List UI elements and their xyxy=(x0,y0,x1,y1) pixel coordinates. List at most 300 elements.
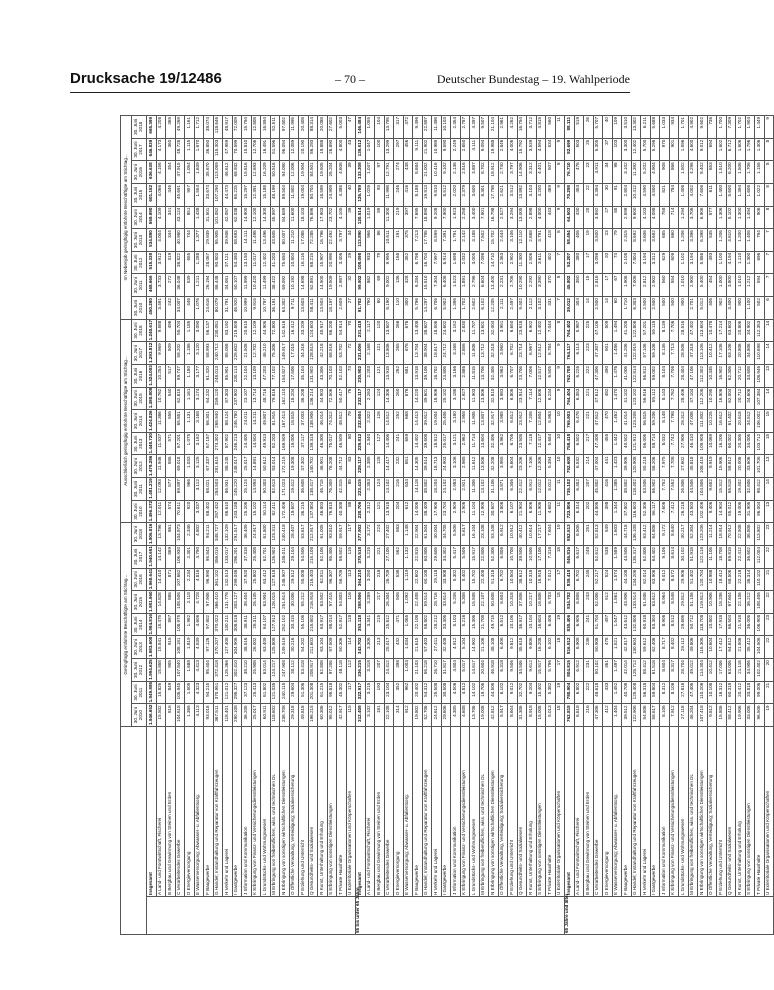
table-cell: 124.603 xyxy=(308,319,318,342)
table-cell: 5.917 xyxy=(498,704,508,727)
table-cell: 303.127 xyxy=(232,591,242,614)
table-cell: 12.006 xyxy=(289,161,299,184)
table-cell: 23.912 xyxy=(517,410,527,433)
table-cell: 246.780 xyxy=(232,410,242,433)
table-cell: 13.806 xyxy=(479,387,489,410)
table-cell: 58.993 xyxy=(204,342,214,365)
table-cell: 108.506 xyxy=(175,591,185,614)
table-cell: 2.363 xyxy=(498,251,508,274)
table-cell: 1.904 xyxy=(745,116,755,139)
table-cell: 51.306 xyxy=(299,681,309,704)
table-cell: 22 xyxy=(764,546,774,569)
table-cell: 202 xyxy=(584,500,594,523)
table-cell: 287.432 xyxy=(213,500,223,523)
table-row xyxy=(603,116,613,935)
table-cell: 15.541 xyxy=(156,636,166,659)
table-cell: 341 xyxy=(166,206,176,229)
table-cell: 104.618 xyxy=(175,704,185,727)
table-cell: 1.212 xyxy=(745,274,755,297)
table-cell: 1.497 xyxy=(612,659,622,682)
table-cell: 7.106 xyxy=(527,455,537,478)
table-cell: 13 xyxy=(764,500,774,523)
table-cell: 8 xyxy=(555,319,565,342)
table-cell: 2.961 xyxy=(498,116,508,139)
table-cell: 13.706 xyxy=(479,365,489,388)
table-cell: 46.901 xyxy=(318,455,328,478)
table-cell: 866 xyxy=(669,161,679,184)
table-cell: 612 xyxy=(403,500,413,523)
table-cell: 101.706 xyxy=(755,455,765,478)
table-cell: 47.307 xyxy=(593,342,603,365)
table-cell: 112.206 xyxy=(698,387,708,410)
table-cell: 1.424.826 xyxy=(147,410,157,433)
age-group-label xyxy=(147,897,356,935)
table-row xyxy=(698,116,708,935)
table-cell: 110 xyxy=(394,297,404,320)
table-cell: 5.103 xyxy=(451,613,461,636)
row-label: L Grundstücks- und Wohnungswesen xyxy=(261,727,271,897)
table-cell: 99.006 xyxy=(755,681,765,704)
date-header: 30. Juni 2015 xyxy=(132,184,147,207)
table-cell: 10 xyxy=(555,410,565,433)
table-cell: 1.596 xyxy=(679,138,689,161)
table-cell: 7.006 xyxy=(631,274,641,297)
table-cell: 23 xyxy=(584,161,594,184)
table-cell: 8.402 xyxy=(698,161,708,184)
table-cell: 18 xyxy=(555,704,565,727)
table-cell: 3.797 xyxy=(337,229,347,252)
row-label: H Verkehr und Lagerei xyxy=(223,727,233,897)
table-cell: 1.606 xyxy=(745,184,755,207)
table-cell: 36.608 xyxy=(299,478,309,501)
table-cell: 28.312 xyxy=(679,410,689,433)
table-cell: 39.906 xyxy=(622,455,632,478)
table-cell: 57.106 xyxy=(641,342,651,365)
table-cell: 5.305 xyxy=(593,138,603,161)
row-label: F Baugewerbe xyxy=(204,727,214,897)
table-cell: 21.002 xyxy=(422,161,432,184)
table-cell: 45.691 xyxy=(175,184,185,207)
table-cell: 18.713 xyxy=(432,455,442,478)
table-cell: 44.906 xyxy=(261,319,271,342)
table-cell: 30.216 xyxy=(289,636,299,659)
table-cell: 11.802 xyxy=(289,184,299,207)
table-cell: 696 xyxy=(755,251,765,274)
table-cell: 5.206 xyxy=(451,591,461,614)
table-cell: 6.912 xyxy=(527,478,537,501)
table-cell: 56.815 xyxy=(641,410,651,433)
table-cell: 64.302 xyxy=(280,297,290,320)
table-cell: 6.806 xyxy=(498,546,508,569)
table-cell: 35.412 xyxy=(745,636,755,659)
table-cell: 48.618 xyxy=(593,681,603,704)
table-cell: 506 xyxy=(394,591,404,614)
row-label: Insgesamt xyxy=(565,727,575,897)
table-cell: 7.713 xyxy=(669,342,679,365)
table-cell: 412 xyxy=(603,704,613,727)
table-cell: 2.385 xyxy=(365,455,375,478)
table-cell: 7.098 xyxy=(479,251,489,274)
table-cell: 51.918 xyxy=(688,546,698,569)
table-cell: 11.707 xyxy=(470,319,480,342)
table-cell: 231 xyxy=(584,659,594,682)
table-cell: 3.611 xyxy=(536,251,546,274)
date-header: 30. Juni 2012 xyxy=(132,659,147,682)
table-cell: 12.606 xyxy=(536,387,546,410)
table-cell: 140.702 xyxy=(308,455,318,478)
table-cell: 12.402 xyxy=(631,138,641,161)
table-cell: 85.901 xyxy=(223,365,233,388)
table-cell: 5.012 xyxy=(698,297,708,320)
table-cell: 120.704 xyxy=(698,568,708,591)
table-cell: 47.812 xyxy=(593,410,603,433)
table-cell: 21 xyxy=(764,568,774,591)
table-cell: 4.323 xyxy=(194,681,204,704)
table-cell: 58.494 xyxy=(565,229,575,252)
row-label: M Erbringung von freiberuflichen, wiss. und technischen DL xyxy=(270,727,280,897)
table-row xyxy=(745,116,755,935)
table-cell: 3.512 xyxy=(508,184,518,207)
table-cell: 22.408 xyxy=(479,568,489,591)
table-cell: 653 xyxy=(707,161,717,184)
table-cell: 1.034 xyxy=(403,636,413,659)
table-cell: 259.120 xyxy=(213,387,223,410)
table-cell: 7.752 xyxy=(660,478,670,501)
table-cell: 56.117 xyxy=(650,500,660,523)
table-cell: 39.506 xyxy=(517,546,527,569)
table-cell: 42.917 xyxy=(337,704,347,727)
table-cell: 851 xyxy=(185,206,195,229)
table-cell: 4.902 xyxy=(688,116,698,139)
table-cell: 450.280 xyxy=(147,297,157,320)
table-cell: 1.561 xyxy=(612,591,622,614)
table-cell: 765.903 xyxy=(565,410,575,433)
table-cell: 48.199 xyxy=(270,184,280,207)
table-cell: 58.802 xyxy=(422,613,432,636)
table-cell: 1.452 xyxy=(612,681,622,704)
date-header: 30. Juni 2017 xyxy=(132,546,147,569)
table-cell: 5.902 xyxy=(441,297,451,320)
table-cell: 1.701 xyxy=(679,116,689,139)
table-cell: 37.806 xyxy=(517,591,527,614)
table-cell: 28.516 xyxy=(679,319,689,342)
table-cell: 3.112 xyxy=(194,478,204,501)
table-cell: 8.188 xyxy=(413,184,423,207)
table-cell: 46.014 xyxy=(318,410,328,433)
table-cell: 87.303 xyxy=(223,387,233,410)
table-cell: 252 xyxy=(394,410,404,433)
table-cell: 8.964 xyxy=(660,591,670,614)
table-cell: 10 xyxy=(555,432,565,455)
table-cell: 1.462 xyxy=(612,410,622,433)
table-cell: 216.403 xyxy=(308,568,318,591)
table-cell: 9.106 xyxy=(660,546,670,569)
table-cell: 9.652 xyxy=(707,478,717,501)
table-cell: 9 xyxy=(764,116,774,139)
table-cell: 133.514 xyxy=(631,591,641,614)
table-cell: 9.507 xyxy=(479,116,489,139)
table-cell: 11.815 xyxy=(470,365,480,388)
table-cell: 56.218 xyxy=(422,659,432,682)
table-cell: 5.707 xyxy=(593,116,603,139)
table-cell: 124 xyxy=(375,478,385,501)
table-cell: 25.206 xyxy=(242,500,252,523)
table-cell: 121.012 xyxy=(223,681,233,704)
table-cell: 62.306 xyxy=(726,365,736,388)
table-cell: 47.006 xyxy=(688,410,698,433)
row-label: E Wasserversorgung; Abwasser- u. Abfallentsorg. xyxy=(612,727,622,897)
table-cell: 3.215 xyxy=(365,681,375,704)
table-cell: 38.822 xyxy=(175,251,185,274)
row-label: R Kunst, Unterhaltung und Erholung xyxy=(527,727,537,897)
table-cell: 3.103 xyxy=(527,184,537,207)
table-cell: 441 xyxy=(603,455,613,478)
table-cell: 18 xyxy=(555,546,565,569)
table-cell: 50.908 xyxy=(593,636,603,659)
table-cell: 14.102 xyxy=(470,681,480,704)
table-cell: 22.106 xyxy=(736,591,746,614)
table-cell: 6.506 xyxy=(574,523,584,546)
table-row xyxy=(574,116,584,935)
table-cell: 23.107 xyxy=(242,387,252,410)
table-cell: 2.112 xyxy=(527,297,537,320)
table-cell: 15.810 xyxy=(242,138,252,161)
table-cell: 49.012 xyxy=(688,659,698,682)
table-cell: 12.693 xyxy=(251,161,261,184)
table-cell: 433 xyxy=(603,681,613,704)
table-cell: 59.747 xyxy=(175,365,185,388)
table-cell: 3.194 xyxy=(688,251,698,274)
table-row xyxy=(213,116,223,935)
table-cell: 5.017 xyxy=(460,659,470,682)
table-cell: 85 xyxy=(612,206,622,229)
table-cell: 118.602 xyxy=(270,704,280,727)
table-cell: 8 xyxy=(764,161,774,184)
date-header: 30. Juni 2013 xyxy=(132,432,147,455)
table-row xyxy=(612,116,622,935)
row-label: E Wasserversorgung; Abwasser- u. Abfallentsorg. xyxy=(403,727,413,897)
table-cell: 905 xyxy=(166,659,176,682)
table-cell: 15.917 xyxy=(470,546,480,569)
table-cell: 6.452 xyxy=(574,478,584,501)
table-cell: 10.906 xyxy=(707,591,717,614)
table-cell: 18.912 xyxy=(489,161,499,184)
table-cell: 816.912 xyxy=(565,636,575,659)
table-cell: 723.806 xyxy=(565,500,575,523)
table-cell: 966 xyxy=(185,478,195,501)
group-header-row xyxy=(121,116,132,935)
row-label: T Private Haushalte xyxy=(337,727,347,897)
table-cell: 5.796 xyxy=(413,297,423,320)
table-cell: 56.902 xyxy=(650,478,660,501)
table-cell: 24.102 xyxy=(441,478,451,501)
table-cell: 502 xyxy=(755,297,765,320)
table-cell: 112.302 xyxy=(698,365,708,388)
table-cell: 136 xyxy=(394,274,404,297)
table-cell: 10.802 xyxy=(707,613,717,636)
table-cell: 23.104 xyxy=(384,681,394,704)
table-cell: 17.214 xyxy=(717,319,727,342)
table-cell: 208.917 xyxy=(308,659,318,682)
table-cell: 42.817 xyxy=(622,636,632,659)
table-cell: 3.188 xyxy=(470,229,480,252)
table-row xyxy=(441,116,451,935)
table-cell: 46.210 xyxy=(261,342,271,365)
table-cell: 2.234 xyxy=(185,568,195,591)
table-cell: 142.616 xyxy=(280,319,290,342)
table-cell: 17.903 xyxy=(318,206,328,229)
table-cell: 47.306 xyxy=(593,365,603,388)
table-row xyxy=(403,116,413,935)
table-cell: 367.511 xyxy=(213,704,223,727)
table-cell: 352 xyxy=(394,681,404,704)
table-cell: 172.215 xyxy=(280,455,290,478)
date-header: 30. Juni 2014 xyxy=(132,613,147,636)
table-cell: 83.014 xyxy=(270,455,280,478)
table-cell: 246.011 xyxy=(280,546,290,569)
table-cell: 62.811 xyxy=(318,568,328,591)
table-cell: 34.007 xyxy=(175,297,185,320)
table-cell: 61.402 xyxy=(726,410,736,433)
table-cell: 957 xyxy=(185,184,195,207)
table-cell: 55.012 xyxy=(726,500,736,523)
table-cell: 3.102 xyxy=(536,297,546,320)
table-cell: 9.915 xyxy=(251,297,261,320)
table-cell: 1.300 xyxy=(736,206,746,229)
table-cell: 37.121 xyxy=(223,251,233,274)
table-cell: 44.506 xyxy=(489,681,499,704)
rotated-table-container xyxy=(120,115,771,935)
table-cell: 3.102 xyxy=(365,704,375,727)
table-cell: 443 xyxy=(546,206,556,229)
table-cell: 10.106 xyxy=(508,613,518,636)
table-cell: 47.408 xyxy=(593,432,603,455)
table-cell: 646.839 xyxy=(147,138,157,161)
table-cell: 714 xyxy=(669,206,679,229)
table-cell: 55.218 xyxy=(641,455,651,478)
table-cell: 70 xyxy=(346,319,356,342)
table-cell: 8.139 xyxy=(660,319,670,342)
row-label: S Erbringung von sonstigen Dienstleistungen xyxy=(536,727,546,897)
table-cell: 20.412 xyxy=(736,681,746,704)
table-cell: 102.406 xyxy=(698,500,708,523)
row-label: G Handel; Instandhaltung und Reparatur von Kraftfahrzeugen xyxy=(631,727,641,897)
table-cell: 8 xyxy=(555,161,565,184)
table-row xyxy=(194,116,204,935)
table-cell: 4.413 xyxy=(194,659,204,682)
table-cell: 52.706 xyxy=(422,704,432,727)
table-cell: 15.475 xyxy=(156,613,166,636)
table-cell: 22.107 xyxy=(479,591,489,614)
table-cell: 33.006 xyxy=(745,704,755,727)
table-cell: 4.173 xyxy=(156,138,166,161)
table-cell: 52.304 xyxy=(688,523,698,546)
table-row xyxy=(660,116,670,935)
table-cell: 26.890 xyxy=(327,138,337,161)
table-cell: 13.806 xyxy=(384,342,394,365)
table-cell: 4.386 xyxy=(337,184,347,207)
table-cell: 8.604 xyxy=(508,704,518,727)
table-cell: 370.518 xyxy=(356,546,366,569)
table-cell: 1.054 xyxy=(185,161,195,184)
table-cell: 8.572 xyxy=(669,568,679,591)
table-cell: 96.990 xyxy=(204,568,214,591)
table-cell: 10.106 xyxy=(707,681,717,704)
table-cell: 43.503 xyxy=(688,500,698,523)
row-label: T Private Haushalte xyxy=(546,727,556,897)
table-row xyxy=(261,116,271,935)
table-cell: 3.125 xyxy=(194,455,204,478)
table-cell: 127 xyxy=(375,432,385,455)
table-cell: 1.796 xyxy=(745,138,755,161)
table-cell: 118.646 xyxy=(213,116,223,139)
table-cell: 36.208 xyxy=(299,387,309,410)
table-cell: 27.105 xyxy=(384,546,394,569)
table-cell: 23.508 xyxy=(517,432,527,455)
table-cell: 69.897 xyxy=(175,478,185,501)
table-cell: 3.294 xyxy=(508,206,518,229)
table-cell: 196.215 xyxy=(308,704,318,727)
table-cell: 32.406 xyxy=(489,365,499,388)
table-cell: 17 xyxy=(603,274,613,297)
table-cell: 3.289 xyxy=(365,591,375,614)
table-cell: 14.902 xyxy=(470,636,480,659)
table-cell: 107.418 xyxy=(698,704,708,727)
table-cell: 519 xyxy=(574,116,584,139)
table-cell: 23.702 xyxy=(327,206,337,229)
table-cell: 28.404 xyxy=(679,365,689,388)
table-cell: 58.412 xyxy=(726,704,736,727)
table-cell: 47.402 xyxy=(688,319,698,342)
table-cell: 40.308 xyxy=(337,500,347,523)
table-cell: 39.912 xyxy=(422,410,432,433)
table-cell: 15.794 xyxy=(242,116,252,139)
table-cell: 1.602 xyxy=(717,138,727,161)
table-cell: 25.017 xyxy=(251,704,261,727)
table-cell: 15.306 xyxy=(470,613,480,636)
table-cell: 31.306 xyxy=(517,704,527,727)
table-cell: 2.249 xyxy=(451,138,461,161)
table-cell: 3.951 xyxy=(498,319,508,342)
table-cell: 38.516 xyxy=(242,636,252,659)
table-cell: 19 xyxy=(555,613,565,636)
table-cell: 2.301 xyxy=(185,546,195,569)
table-cell: 8.684 xyxy=(413,161,423,184)
table-cell: 11.300 xyxy=(384,206,394,229)
table-cell: 934 xyxy=(669,116,679,139)
table-cell: 60.108 xyxy=(422,568,432,591)
table-cell: 8.640 xyxy=(669,523,679,546)
table-cell: 216 xyxy=(584,704,594,727)
table-cell: 16.794 xyxy=(517,116,527,139)
table-cell: 26.002 xyxy=(251,636,261,659)
table-cell: 816 xyxy=(166,704,176,727)
table-cell: 14.402 xyxy=(413,432,423,455)
table-cell: 7.606 xyxy=(698,184,708,207)
table-cell: 60.806 xyxy=(422,546,432,569)
table-cell: 5.202 xyxy=(641,161,651,184)
table-cell: 554 xyxy=(669,274,679,297)
table-cell: 8.512 xyxy=(441,184,451,207)
table-cell: 76 xyxy=(346,387,356,410)
table-cell: 42.315 xyxy=(337,478,347,501)
table-cell: 6.398 xyxy=(698,229,708,252)
date-header: 30. Juni 2014 xyxy=(132,206,147,229)
table-cell: 6.406 xyxy=(441,274,451,297)
date-header: 30. Juni 2017 xyxy=(132,342,147,365)
table-cell: 37.117 xyxy=(299,432,309,455)
table-cell: 42.812 xyxy=(489,704,499,727)
